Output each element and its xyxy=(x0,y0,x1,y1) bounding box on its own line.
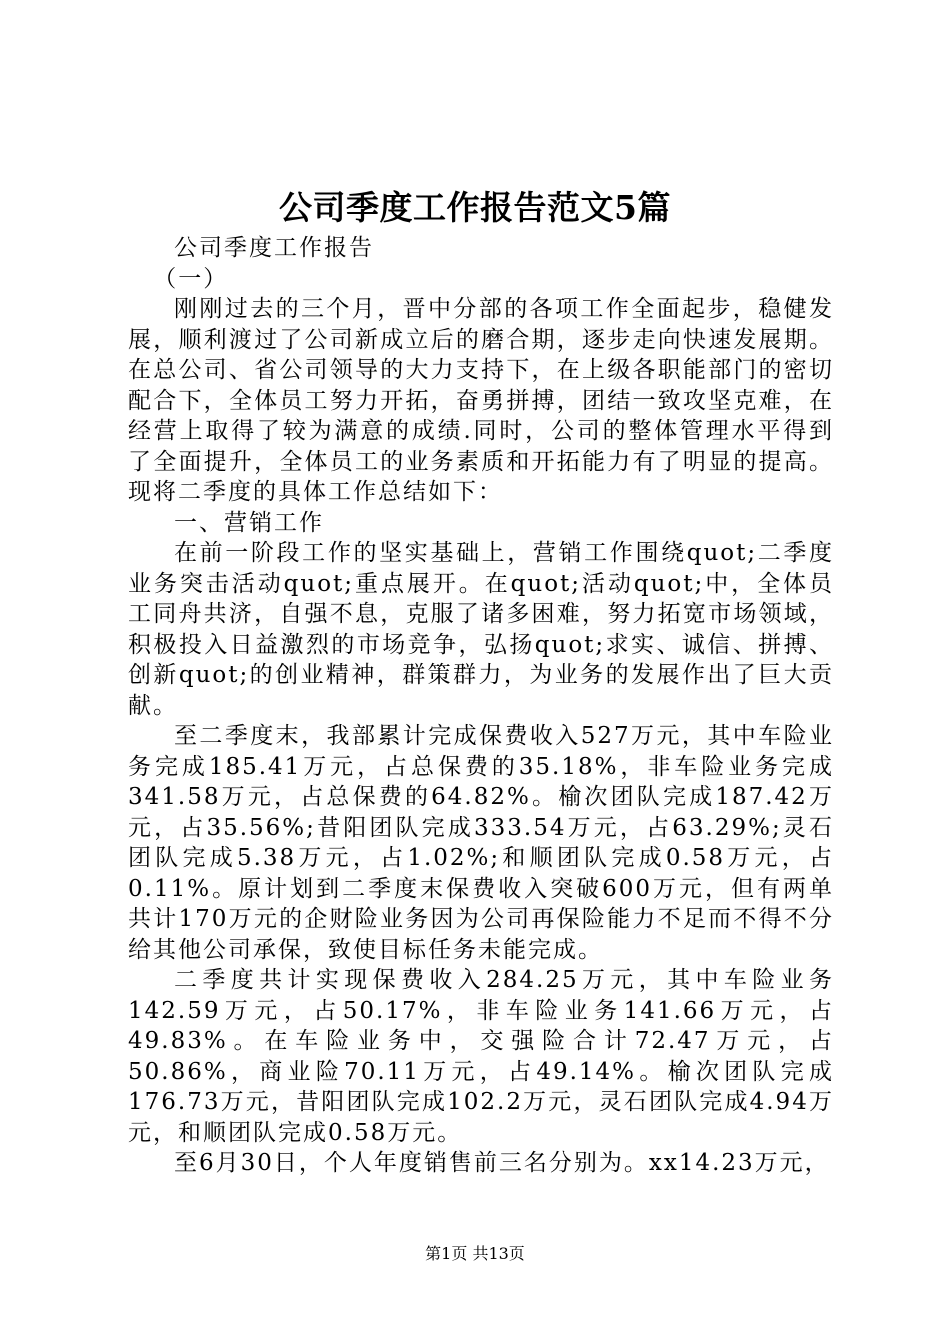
paragraph-premium-q2: 二季度共计实现保费收入284.25万元，其中车险业务142.59万元，占50.17%，非车险业务141.66万元，占49.83%。在车险业务中，交强险合计72.47万元，占50.86%，商业险70.11万元，占49.14%。榆次团队完成176.73万元，昔阳团队完成102.2万元，灵石团队完成4.94万元，和顺团队完成0.58万元。 xyxy=(128,967,834,1146)
paragraph-marketing: 在前一阶段工作的坚实基础上，营销工作围绕quot;二季度业务突击活动quot;重点展开。在quot;活动quot;中，全体员工同舟共济，自强不息，克服了诸多困难，努力拓宽市场领域，积极投入日益激烈的市场竞争，弘扬quot;求实、诚信、拼搏、创新quot;的创业精神，群策群力，为业务的发展作出了巨大贡献。 xyxy=(128,540,834,719)
report-subtitle: 公司季度工作报告 xyxy=(174,235,374,261)
paragraph-premium-cumulative: 至二季度末，我部累计完成保费收入527万元，其中车险业务完成185.41万元，占总保费的35.18%，非车险业务完成341.58万元，占总保费的64.82%。榆次团队完成187.42万元，占35.56%;昔阳团队完成333.54万元，占63.29%;灵石团队完成5.38万元，占1.02%;和顺团队完成0.58万元，占0.11%。原计划到二季度末保费收入突破600万元，但有两单共计170万元的企财险业务因为公司再保险能力不足而不得不分给其他公司承保，致使目标任务未能完成。 xyxy=(128,723,834,963)
document-body xyxy=(128,233,834,1179)
section-heading-marketing: 一、营销工作 xyxy=(174,509,324,536)
page-footer: 第1页 共13页 xyxy=(425,1244,525,1263)
section-marker: （一） xyxy=(153,265,229,292)
paragraph-intro: 刚刚过去的三个月，晋中分部的各项工作全面起步，稳健发展，顺利渡过了公司新成立后的磨合期，逐步走向快速发展期。在总公司、省公司领导的大力支持下，在上级各职能部门的密切配合下，全体员工努力开拓，奋勇拼搏，团结一致攻坚克难，在经营上取得了较为满意的成绩.同时，公司的整体管理水平得到了全面提升，全体员工的业务素质和开拓能力有了明显的提高。现将二季度的具体工作总结如下： xyxy=(128,296,834,505)
paragraph-top-sales: 至6月30日，个人年度销售前三名分别为。xx14.23万元， xyxy=(174,1150,830,1176)
document-title: 公司季度工作报告范文5篇 xyxy=(279,188,671,227)
